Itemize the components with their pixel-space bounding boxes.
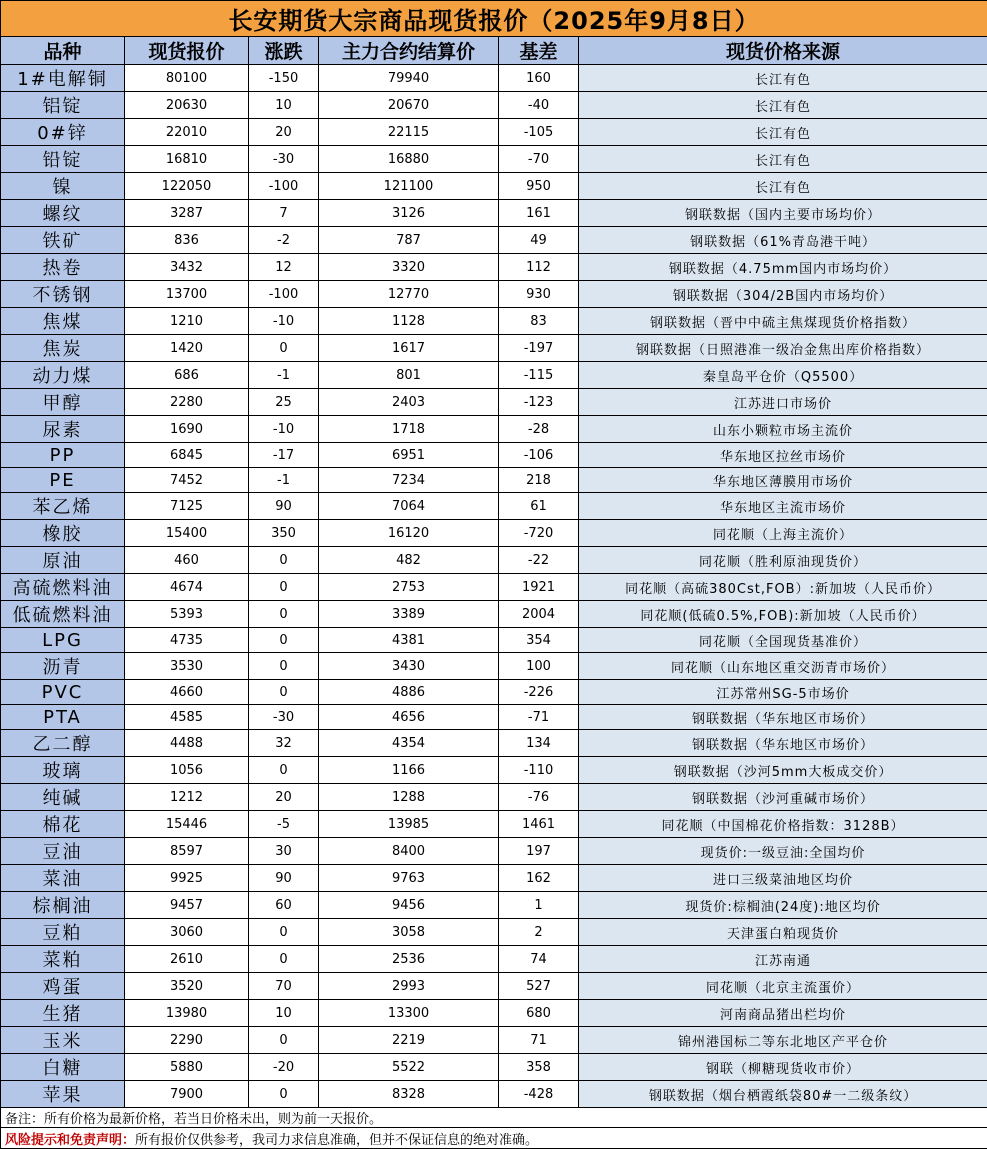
spot-price-cell: 4660 (125, 680, 249, 705)
settlement-cell: 2219 (319, 1027, 499, 1054)
spot-price-cell: 4674 (125, 574, 249, 601)
change-cell: 32 (249, 730, 319, 757)
variety-cell: 铁矿 (1, 227, 125, 254)
col-header-spot-price: 现货报价 (125, 37, 249, 65)
basis-cell: -110 (499, 757, 579, 784)
spot-price-cell: 2610 (125, 946, 249, 973)
table-row (1, 838, 987, 865)
source-cell: 钢联数据（61%青岛港干吨） (579, 227, 987, 254)
table-row (1, 680, 987, 705)
basis-cell: 49 (499, 227, 579, 254)
change-cell: 7 (249, 200, 319, 227)
change-cell: 0 (249, 335, 319, 362)
variety-cell: 螺纹 (1, 200, 125, 227)
table-row (1, 443, 987, 468)
change-cell: 90 (249, 493, 319, 520)
basis-cell: 100 (499, 653, 579, 680)
settlement-cell: 4886 (319, 680, 499, 705)
table-row (1, 757, 987, 784)
table-row (1, 705, 987, 730)
settlement-cell: 8400 (319, 838, 499, 865)
source-cell: 同花顺（高硫380Cst,FOB）:新加坡（人民币价） (579, 574, 987, 601)
variety-cell: 铅锭 (1, 146, 125, 173)
variety-cell: 尿素 (1, 416, 125, 443)
spot-price-cell: 80100 (125, 65, 249, 92)
source-cell: 现货价:棕榈油(24度):地区均价 (579, 892, 987, 919)
basis-cell: 134 (499, 730, 579, 757)
source-cell: 华东地区主流市场价 (579, 493, 987, 520)
basis-cell: -76 (499, 784, 579, 811)
basis-cell: 358 (499, 1054, 579, 1081)
change-cell: 0 (249, 757, 319, 784)
settlement-cell: 13300 (319, 1000, 499, 1027)
settlement-cell: 16120 (319, 520, 499, 547)
settlement-cell: 20670 (319, 92, 499, 119)
basis-cell: -115 (499, 362, 579, 389)
source-cell: 锦州港国标二等东北地区产平仓价 (579, 1027, 987, 1054)
table-row (1, 308, 987, 335)
source-cell: 钢联数据（沙河重碱市场价） (579, 784, 987, 811)
change-cell: 0 (249, 946, 319, 973)
settlement-cell: 6951 (319, 443, 499, 468)
sheet-title: 长安期货大宗商品现货报价（2025年9月8日） (1, 1, 987, 37)
source-cell: 河南商品猪出栏均价 (579, 1000, 987, 1027)
change-cell: -100 (249, 173, 319, 200)
basis-cell: 930 (499, 281, 579, 308)
variety-cell: 1#电解铜 (1, 65, 125, 92)
settlement-cell: 3389 (319, 601, 499, 628)
change-cell: -30 (249, 705, 319, 730)
spot-price-cell: 3520 (125, 973, 249, 1000)
basis-cell: 162 (499, 865, 579, 892)
change-cell: 0 (249, 574, 319, 601)
col-header-settlement: 主力合约结算价 (319, 37, 499, 65)
change-cell: -30 (249, 146, 319, 173)
variety-cell: 苹果 (1, 1081, 125, 1108)
settlement-cell: 5522 (319, 1054, 499, 1081)
basis-cell: 197 (499, 838, 579, 865)
table-row (1, 547, 987, 574)
spot-price-cell: 22010 (125, 119, 249, 146)
variety-cell: PP (1, 443, 125, 468)
change-cell: 0 (249, 628, 319, 653)
variety-cell: 玻璃 (1, 757, 125, 784)
source-cell: 钢联数据（国内主要市场均价） (579, 200, 987, 227)
change-cell: 30 (249, 838, 319, 865)
spot-price-cell: 4735 (125, 628, 249, 653)
table-row (1, 493, 987, 520)
source-cell: 华东地区薄膜用市场价 (579, 468, 987, 493)
basis-cell: 950 (499, 173, 579, 200)
spot-price-cell: 3287 (125, 200, 249, 227)
source-cell: 山东小颗粒市场主流价 (579, 416, 987, 443)
change-cell: 10 (249, 1000, 319, 1027)
variety-cell: 乙二醇 (1, 730, 125, 757)
table-row (1, 416, 987, 443)
table-row (1, 1054, 987, 1081)
spot-price-cell: 1212 (125, 784, 249, 811)
source-cell: 江苏进口市场价 (579, 389, 987, 416)
basis-cell: 160 (499, 65, 579, 92)
table-row (1, 520, 987, 547)
table-row (1, 1027, 987, 1054)
table-row (1, 653, 987, 680)
table-row (1, 254, 987, 281)
basis-cell: 112 (499, 254, 579, 281)
basis-cell: 2 (499, 919, 579, 946)
settlement-cell: 2753 (319, 574, 499, 601)
source-cell: 钢联数据（华东地区市场价） (579, 730, 987, 757)
variety-cell: 0#锌 (1, 119, 125, 146)
settlement-cell: 3126 (319, 200, 499, 227)
settlement-cell: 8328 (319, 1081, 499, 1108)
spot-price-cell: 836 (125, 227, 249, 254)
spot-price-cell: 1420 (125, 335, 249, 362)
spot-price-cell: 20630 (125, 92, 249, 119)
variety-cell: 焦炭 (1, 335, 125, 362)
variety-cell: LPG (1, 628, 125, 653)
variety-cell: PTA (1, 705, 125, 730)
settlement-cell: 482 (319, 547, 499, 574)
change-cell: 0 (249, 653, 319, 680)
basis-cell: 1 (499, 892, 579, 919)
spot-price-cell: 5880 (125, 1054, 249, 1081)
table-row (1, 811, 987, 838)
spot-price-cell: 3432 (125, 254, 249, 281)
source-cell: 长江有色 (579, 65, 987, 92)
settlement-cell: 1288 (319, 784, 499, 811)
variety-cell: 生猪 (1, 1000, 125, 1027)
col-header-source: 现货价格来源 (579, 37, 987, 65)
basis-cell: -720 (499, 520, 579, 547)
table-row (1, 892, 987, 919)
settlement-cell: 9456 (319, 892, 499, 919)
basis-cell: -22 (499, 547, 579, 574)
source-cell: 进口三级菜油地区均价 (579, 865, 987, 892)
source-cell: 长江有色 (579, 92, 987, 119)
variety-cell: 低硫燃料油 (1, 601, 125, 628)
change-cell: 70 (249, 973, 319, 1000)
settlement-cell: 13985 (319, 811, 499, 838)
table-row (1, 574, 987, 601)
spot-price-cell: 13980 (125, 1000, 249, 1027)
spot-price-cell: 8597 (125, 838, 249, 865)
table-row (1, 281, 987, 308)
change-cell: 10 (249, 92, 319, 119)
change-cell: -150 (249, 65, 319, 92)
source-cell: 同花顺（上海主流价） (579, 520, 987, 547)
variety-cell: 白糖 (1, 1054, 125, 1081)
table-row (1, 119, 987, 146)
spot-price-cell: 5393 (125, 601, 249, 628)
source-cell: 长江有色 (579, 173, 987, 200)
change-cell: 0 (249, 919, 319, 946)
spot-price-cell: 1210 (125, 308, 249, 335)
disclaimer (1, 1128, 987, 1149)
settlement-cell: 4656 (319, 705, 499, 730)
settlement-cell: 4354 (319, 730, 499, 757)
basis-cell: -70 (499, 146, 579, 173)
source-cell: 钢联数据（烟台栖霞纸袋80#一二级条纹） (579, 1081, 987, 1108)
variety-cell: 菜粕 (1, 946, 125, 973)
basis-cell: 61 (499, 493, 579, 520)
disclaimer-label: 风险提示和免责声明： (5, 1133, 135, 1148)
source-cell: 同花顺（北京主流蛋价） (579, 973, 987, 1000)
settlement-cell: 3320 (319, 254, 499, 281)
settlement-cell: 7234 (319, 468, 499, 493)
source-cell: 同花顺（中国棉花价格指数：3128B） (579, 811, 987, 838)
source-cell: 江苏南通 (579, 946, 987, 973)
spot-price-cell: 7452 (125, 468, 249, 493)
change-cell: 20 (249, 784, 319, 811)
variety-cell: 菜油 (1, 865, 125, 892)
settlement-cell: 801 (319, 362, 499, 389)
basis-cell: 1461 (499, 811, 579, 838)
spot-price-cell: 4488 (125, 730, 249, 757)
change-cell: 90 (249, 865, 319, 892)
change-cell: -100 (249, 281, 319, 308)
source-cell: 钢联数据（4.75mm国内市场均价） (579, 254, 987, 281)
spot-price-cell: 3060 (125, 919, 249, 946)
change-cell: -10 (249, 308, 319, 335)
basis-cell: 83 (499, 308, 579, 335)
source-cell: 钢联数据（沙河5mm大板成交价） (579, 757, 987, 784)
settlement-cell: 2536 (319, 946, 499, 973)
col-header-variety: 品种 (1, 37, 125, 65)
table-row (1, 865, 987, 892)
basis-cell: -123 (499, 389, 579, 416)
change-cell: -17 (249, 443, 319, 468)
source-cell: 同花顺（山东地区重交沥青市场价） (579, 653, 987, 680)
source-cell: 钢联数据（日照港准一级冶金焦出库价格指数） (579, 335, 987, 362)
basis-cell: 680 (499, 1000, 579, 1027)
variety-cell: 棉花 (1, 811, 125, 838)
spot-price-cell: 460 (125, 547, 249, 574)
variety-cell: 铝锭 (1, 92, 125, 119)
source-cell: 现货价:一级豆油:全国均价 (579, 838, 987, 865)
spot-price-cell: 2290 (125, 1027, 249, 1054)
source-cell: 钢联数据（晋中中硫主焦煤现货价格指数） (579, 308, 987, 335)
spot-price-cell: 122050 (125, 173, 249, 200)
variety-cell: 苯乙烯 (1, 493, 125, 520)
spot-price-cell: 7125 (125, 493, 249, 520)
settlement-cell: 12770 (319, 281, 499, 308)
variety-cell: PE (1, 468, 125, 493)
table-row (1, 1000, 987, 1027)
variety-cell: 纯碱 (1, 784, 125, 811)
basis-cell: 2004 (499, 601, 579, 628)
variety-cell: 鸡蛋 (1, 973, 125, 1000)
table-row (1, 601, 987, 628)
settlement-cell: 3430 (319, 653, 499, 680)
settlement-cell: 1617 (319, 335, 499, 362)
table-row (1, 784, 987, 811)
table-row (1, 389, 987, 416)
source-cell: 天津蛋白粕现货价 (579, 919, 987, 946)
table-row (1, 919, 987, 946)
spot-price-cell: 16810 (125, 146, 249, 173)
change-cell: 0 (249, 680, 319, 705)
table-row (1, 227, 987, 254)
spot-price-cell: 1056 (125, 757, 249, 784)
spot-price-cell: 7900 (125, 1081, 249, 1108)
spot-price-cell: 6845 (125, 443, 249, 468)
spot-price-cell: 4585 (125, 705, 249, 730)
source-cell: 华东地区拉丝市场价 (579, 443, 987, 468)
variety-cell: 玉米 (1, 1027, 125, 1054)
table-row (1, 65, 987, 92)
change-cell: 0 (249, 1081, 319, 1108)
table-row (1, 173, 987, 200)
spot-price-cell: 13700 (125, 281, 249, 308)
basis-cell: -197 (499, 335, 579, 362)
table-row (1, 730, 987, 757)
col-header-basis: 基差 (499, 37, 579, 65)
variety-cell: 豆油 (1, 838, 125, 865)
footnote: 备注：所有价格为最新价格，若当日价格未出，则为前一天报价。 (1, 1108, 987, 1128)
table-body (1, 65, 987, 1108)
source-cell: 同花顺(低硫0.5%,FOB):新加坡（人民币价） (579, 601, 987, 628)
spot-price-cell: 3530 (125, 653, 249, 680)
settlement-cell: 16880 (319, 146, 499, 173)
settlement-cell: 9763 (319, 865, 499, 892)
table-row (1, 1081, 987, 1108)
variety-cell: 棕榈油 (1, 892, 125, 919)
table-row (1, 200, 987, 227)
spot-price-cell: 1690 (125, 416, 249, 443)
settlement-cell: 787 (319, 227, 499, 254)
source-cell: 钢联数据（华东地区市场价） (579, 705, 987, 730)
settlement-cell: 1718 (319, 416, 499, 443)
spot-price-cell: 15446 (125, 811, 249, 838)
settlement-cell: 1166 (319, 757, 499, 784)
variety-cell: 高硫燃料油 (1, 574, 125, 601)
change-cell: 12 (249, 254, 319, 281)
change-cell: -1 (249, 468, 319, 493)
source-cell: 钢联（柳糖现货收市价） (579, 1054, 987, 1081)
spot-price-cell: 9457 (125, 892, 249, 919)
basis-cell: 354 (499, 628, 579, 653)
source-cell: 江苏常州SG-5市场价 (579, 680, 987, 705)
source-cell: 同花顺（胜利原油现货价） (579, 547, 987, 574)
table-row (1, 362, 987, 389)
settlement-cell: 2403 (319, 389, 499, 416)
spot-price-cell: 2280 (125, 389, 249, 416)
basis-cell: 527 (499, 973, 579, 1000)
settlement-cell: 7064 (319, 493, 499, 520)
source-cell: 钢联数据（304/2B国内市场均价） (579, 281, 987, 308)
variety-cell: 原油 (1, 547, 125, 574)
spot-price-cell: 686 (125, 362, 249, 389)
source-cell: 长江有色 (579, 119, 987, 146)
variety-cell: 橡胶 (1, 520, 125, 547)
change-cell: -10 (249, 416, 319, 443)
variety-cell: 镍 (1, 173, 125, 200)
variety-cell: 不锈钢 (1, 281, 125, 308)
basis-cell: -71 (499, 705, 579, 730)
basis-cell: -40 (499, 92, 579, 119)
change-cell: 20 (249, 119, 319, 146)
variety-cell: 豆粕 (1, 919, 125, 946)
spot-price-cell: 9925 (125, 865, 249, 892)
change-cell: 60 (249, 892, 319, 919)
settlement-cell: 1128 (319, 308, 499, 335)
settlement-cell: 4381 (319, 628, 499, 653)
basis-cell: -226 (499, 680, 579, 705)
change-cell: 350 (249, 520, 319, 547)
settlement-cell: 22115 (319, 119, 499, 146)
change-cell: 25 (249, 389, 319, 416)
col-header-change: 涨跌 (249, 37, 319, 65)
settlement-cell: 2993 (319, 973, 499, 1000)
change-cell: 0 (249, 547, 319, 574)
change-cell: -20 (249, 1054, 319, 1081)
basis-cell: -428 (499, 1081, 579, 1108)
table-row (1, 335, 987, 362)
source-cell: 同花顺（全国现货基准价） (579, 628, 987, 653)
table-row (1, 628, 987, 653)
basis-cell: 1921 (499, 574, 579, 601)
variety-cell: 甲醇 (1, 389, 125, 416)
spot-price-cell: 15400 (125, 520, 249, 547)
table-row (1, 946, 987, 973)
variety-cell: 沥青 (1, 653, 125, 680)
disclaimer-text: 所有报价仅供参考，我司力求信息准确，但并不保证信息的绝对准确。 (135, 1133, 538, 1148)
change-cell: 0 (249, 1027, 319, 1054)
table-row (1, 468, 987, 493)
header-row (1, 37, 987, 65)
basis-cell: -105 (499, 119, 579, 146)
variety-cell: 焦煤 (1, 308, 125, 335)
variety-cell: 热卷 (1, 254, 125, 281)
settlement-cell: 3058 (319, 919, 499, 946)
basis-cell: 74 (499, 946, 579, 973)
basis-cell: 161 (499, 200, 579, 227)
table-row (1, 146, 987, 173)
change-cell: -5 (249, 811, 319, 838)
change-cell: 0 (249, 601, 319, 628)
basis-cell: 71 (499, 1027, 579, 1054)
variety-cell: 动力煤 (1, 362, 125, 389)
basis-cell: 218 (499, 468, 579, 493)
change-cell: -2 (249, 227, 319, 254)
basis-cell: -28 (499, 416, 579, 443)
variety-cell: PVC (1, 680, 125, 705)
basis-cell: -106 (499, 443, 579, 468)
table-row (1, 973, 987, 1000)
source-cell: 长江有色 (579, 146, 987, 173)
table-row (1, 92, 987, 119)
settlement-cell: 79940 (319, 65, 499, 92)
settlement-cell: 121100 (319, 173, 499, 200)
source-cell: 秦皇岛平仓价（Q5500） (579, 362, 987, 389)
change-cell: -1 (249, 362, 319, 389)
